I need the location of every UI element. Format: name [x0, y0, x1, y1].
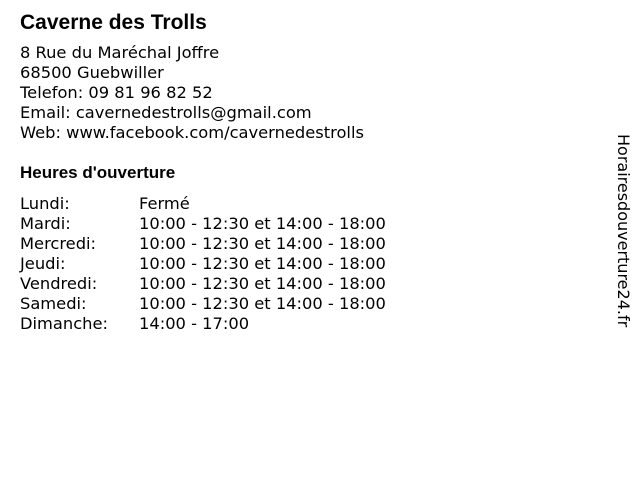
- address-block: [20, 43, 600, 143]
- time-value: 10:00 - 12:30 et 14:00 - 18:00: [139, 274, 386, 293]
- time-value: 10:00 - 12:30 et 14:00 - 18:00: [139, 214, 386, 233]
- day-label: Jeudi:: [20, 254, 66, 273]
- time-value: 10:00 - 12:30 et 14:00 - 18:00: [139, 234, 386, 253]
- time-value: 10:00 - 12:30 et 14:00 - 18:00: [139, 294, 386, 313]
- day-label: Dimanche:: [20, 314, 108, 333]
- street-address: 8 Rue du Maréchal Joffre: [20, 43, 220, 62]
- hours-row-mercredi: [20, 234, 600, 254]
- hours-row-jeudi: [20, 254, 600, 274]
- time-value: Fermé: [139, 194, 190, 213]
- business-card: [20, 10, 600, 334]
- day-label: Vendredi:: [20, 274, 98, 293]
- hours-row-mardi: [20, 214, 600, 234]
- day-label: Mardi:: [20, 214, 71, 233]
- day-label: Lundi:: [20, 194, 70, 213]
- day-label: Mercredi:: [20, 234, 97, 253]
- time-value: 10:00 - 12:30 et 14:00 - 18:00: [139, 254, 386, 273]
- hours-row-samedi: [20, 294, 600, 314]
- phone-line: Telefon: 09 81 96 82 52: [20, 83, 213, 102]
- hours-row-vendredi: [20, 274, 600, 294]
- hours-row-dimanche: [20, 314, 600, 334]
- email-line: Email: cavernedestrolls@gmail.com: [20, 103, 312, 122]
- postal-city: 68500 Guebwiller: [20, 63, 164, 82]
- site-watermark: Horairesdouverture24.fr: [614, 134, 633, 328]
- hours-heading: Heures d'ouverture: [20, 163, 176, 182]
- time-value: 14:00 - 17:00: [139, 314, 250, 333]
- web-line: Web: www.facebook.com/cavernedestrolls: [20, 123, 364, 142]
- business-name: Caverne des Trolls: [20, 11, 207, 34]
- day-label: Samedi:: [20, 294, 87, 313]
- hours-row-lundi: [20, 194, 600, 214]
- hours-table: [20, 194, 600, 334]
